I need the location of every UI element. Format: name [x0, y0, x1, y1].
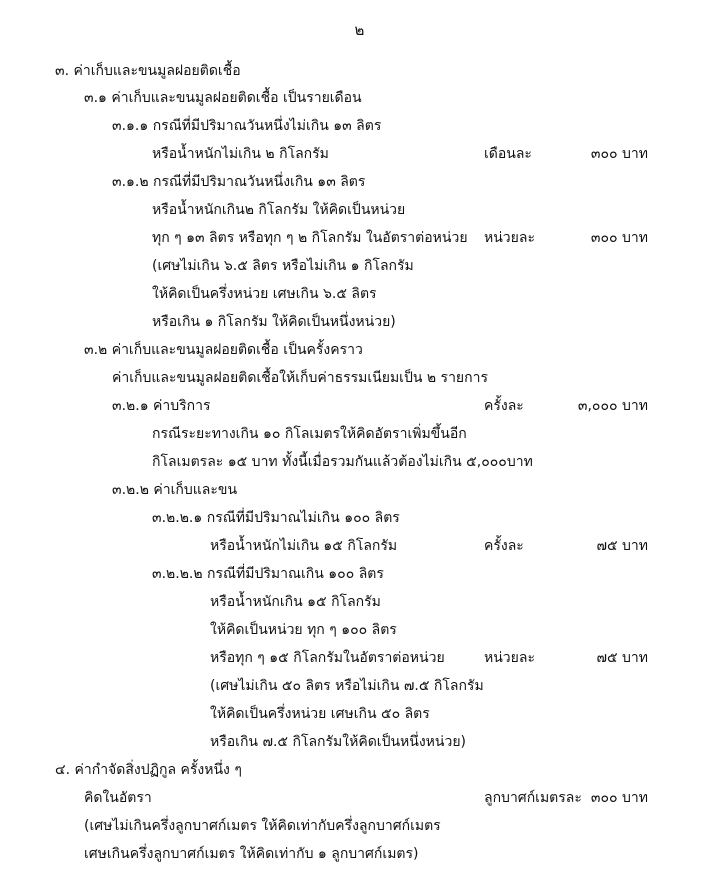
rate-unit: หน่วยละ — [484, 650, 535, 666]
section-3-2-heading: ๓.๒ ค่าเก็บและขนมูลฝอยติดเชื้อ เป็นครั้งคราว — [84, 342, 363, 358]
rate-unit: เดือนละ — [484, 146, 532, 162]
rate-unit: ลูกบาศก์เมตรละ — [484, 790, 582, 806]
rate-unit: ครั้งละ — [484, 538, 524, 554]
rate-price: ๗๕ บาท — [596, 538, 648, 554]
rate-price: ๓,๐๐๐ บาท — [577, 398, 648, 414]
item-3-1-2-cont: ทุก ๆ ๑๓ ลิตร หรือทุก ๆ ๒ กิโลกรัม ในอัตราต่อหน่วย — [152, 230, 468, 246]
item-3-2-2-1-cont: หรือน้ำหนักไม่เกิน ๑๕ กิโลกรัม — [210, 538, 398, 554]
section-4-rate-text: คิดในอัตรา — [84, 790, 152, 806]
item-3-2-1-cont: กรณีระยะทางเกิน ๑๐ กิโลเมตรให้คิดอัตราเพิ่มขึ้นอีก — [152, 426, 467, 442]
item-3-2-2: ๓.๒.๒ ค่าเก็บและขน — [112, 482, 238, 498]
item-3-2-2-2: ๓.๒.๒.๒ กรณีที่มีปริมาณเกิน ๑๐๐ ลิตร — [152, 566, 384, 582]
section-4-note: เศษเกินครึ่งลูกบาศก์เมตร ให้คิดเท่ากับ ๑ ลูกบาศก์เมตร) — [84, 846, 419, 862]
rate-price: ๓๐๐ บาท — [590, 146, 648, 162]
item-3-1-2-note: ให้คิดเป็นครึ่งหน่วย เศษเกิน ๖.๕ ลิตร — [152, 286, 377, 302]
item-3-1-1-cont: หรือน้ำหนักไม่เกิน ๒ กิโลกรัม — [152, 146, 329, 162]
section-4-heading: ๔. ค่ากำจัดสิ่งปฏิกูล ครั้งหนึ่ง ๆ — [55, 762, 242, 778]
item-3-2-1: ๓.๒.๑ ค่าบริการ — [112, 398, 211, 414]
section-3-heading: ๓. ค่าเก็บและขนมูลฝอยติดเชื้อ — [55, 63, 241, 79]
rate-unit: ครั้งละ — [484, 398, 524, 414]
section-4-note: (เศษไม่เกินครึ่งลูกบาศก์เมตร ให้คิดเท่ากับครึ่งลูกบาศก์เมตร — [84, 818, 441, 834]
item-3-1-2-note: (เศษไม่เกิน ๖.๕ ลิตร หรือไม่เกิน ๑ กิโลกรัม — [152, 258, 414, 274]
item-3-1-2: ๓.๑.๒ กรณีที่มีปริมาณวันหนึ่งเกิน ๑๓ ลิตร — [112, 174, 366, 190]
rate-unit: หน่วยละ — [484, 230, 535, 246]
item-3-2-2-2-note: (เศษไม่เกิน ๕๐ ลิตร หรือไม่เกิน ๗.๕ กิโลกรัม — [210, 678, 484, 694]
item-3-2-2-2-note: หรือเกิน ๗.๕ กิโลกรัมให้คิดเป็นหนึ่งหน่วย) — [210, 734, 466, 750]
item-3-2-2-1: ๓.๒.๒.๑ กรณีที่มีปริมาณไม่เกิน ๑๐๐ ลิตร — [152, 510, 400, 526]
item-3-2-2-2-cont: หรือน้ำหนักเกิน ๑๕ กิโลกรัม — [210, 594, 381, 610]
section-3-1-heading: ๓.๑ ค่าเก็บและขนมูลฝอยติดเชื้อ เป็นรายเดือน — [84, 90, 362, 106]
rate-price: ๓๐๐ บาท — [590, 230, 648, 246]
item-3-2-2-2-cont: ให้คิดเป็นหน่วย ทุก ๆ ๑๐๐ ลิตร — [210, 622, 397, 638]
rate-price: ๗๕ บาท — [596, 650, 648, 666]
rate-price: ๓๐๐ บาท — [590, 790, 648, 806]
page-number: ๒ — [354, 21, 365, 39]
section-3-2-intro: ค่าเก็บและขนมูลฝอยติดเชื้อให้เก็บค่าธรรมเนียมเป็น ๒ รายการ — [112, 370, 488, 386]
item-3-1-2-note: หรือเกิน ๑ กิโลกรัม ให้คิดเป็นหนึ่งหน่วย) — [152, 314, 396, 330]
item-3-2-1-cont: กิโลเมตรละ ๑๕ บาท ทั้งนี้เมื่อรวมกันแล้วต้องไม่เกิน ๕,๐๐๐บาท — [152, 454, 533, 470]
item-3-1-1: ๓.๑.๑ กรณีที่มีปริมาณวันหนึ่งไม่เกิน ๑๓ ลิตร — [112, 118, 382, 134]
item-3-2-2-2-cont: หรือทุก ๆ ๑๕ กิโลกรัมในอัตราต่อหน่วย — [210, 650, 445, 666]
item-3-2-2-2-note: ให้คิดเป็นครึ่งหน่วย เศษเกิน ๕๐ ลิตร — [210, 706, 430, 722]
item-3-1-2-cont: หรือน้ำหนักเกิน๒ กิโลกรัม ให้คิดเป็นหน่วย — [152, 202, 406, 218]
